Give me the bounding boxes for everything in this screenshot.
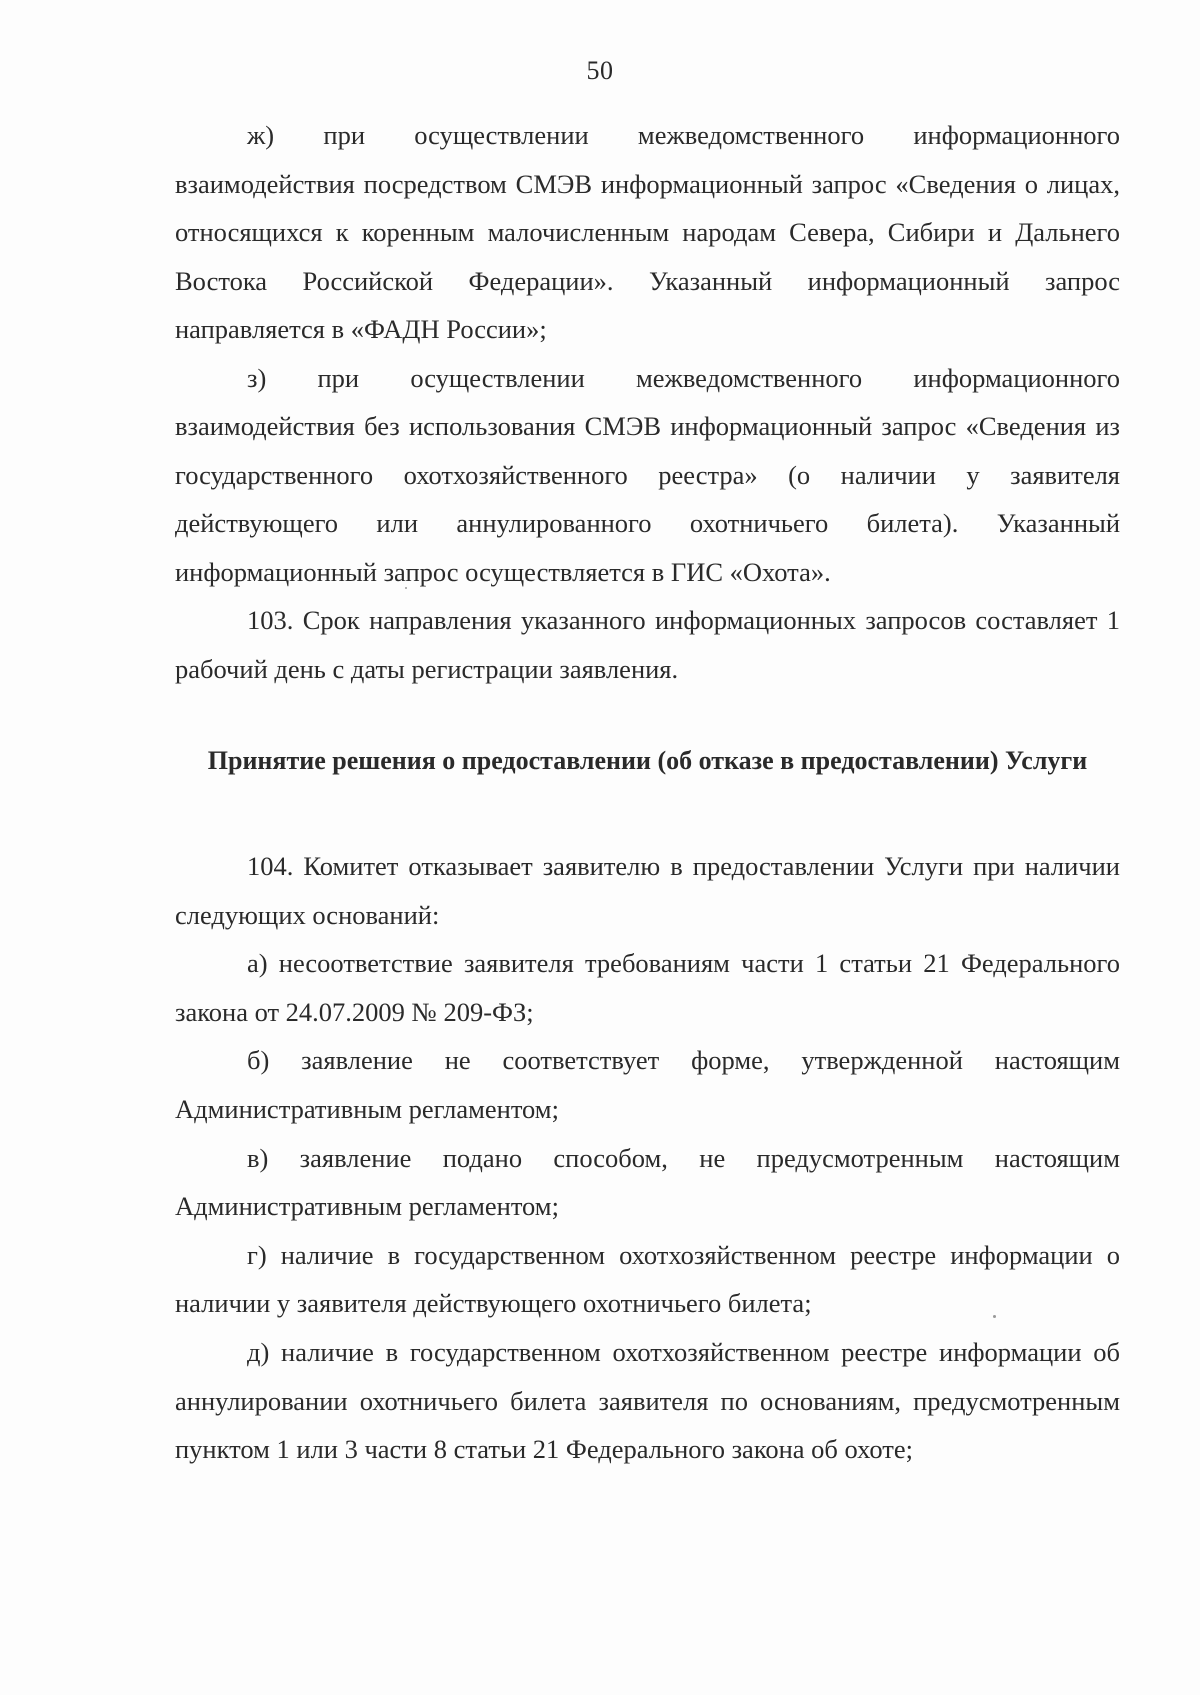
paragraph-a: а) несоответствие заявителя требованиям части 1 статьи 21 Федерального закона от 24.07.2009 № 209-ФЗ; xyxy=(175,948,1120,1027)
paragraph-v: в) заявление подано способом, не предусмотренным настоящим Административным регламентом; xyxy=(175,1142,1120,1222)
section-heading: Принятие решения о предоставлении (об отказе в предоставлении) Услуги xyxy=(207,746,1088,775)
paragraph-d: д) наличие в государственном охотхозяйственном реестре информации об аннулировании охотничьего билета заявителя по основаниям, предусмотренным пунктом 1 или 3 части 8 статьи 21 Федерального закона об охоте; xyxy=(175,1336,1120,1465)
body-text-bottom xyxy=(175,842,1120,1474)
scan-speck xyxy=(405,587,407,589)
page-number: 50 xyxy=(586,56,614,85)
scan-speck xyxy=(993,1315,996,1318)
paragraph-z: з) при осуществлении межведомственного информационного взаимодействия без использования СМЭВ информационный запрос «Сведения из государственного охотхозяйственного реестра» (о наличии у заявителя действующего или аннулированного охотничьего билета). Указанный информационный запрос осуществляется в ГИС «Охота». xyxy=(175,362,1120,587)
paragraph-103: 103. Срок направления указанного информационных запросов составляет 1 рабочий день с даты регистрации заявления. xyxy=(175,605,1120,684)
paragraph-b: б) заявление не соответствует форме, утвержденной настоящим Административным регламентом; xyxy=(175,1045,1120,1124)
body-text-top xyxy=(175,111,1120,693)
paragraph-zh: ж) при осуществлении межведомственного информационного взаимодействия посредством СМЭВ информационный запрос «Сведения о лицах, относящихся к коренным малочисленным народам Севера, Сибири и Дальнего Востока Российской Федерации». Указанный информационный запрос направляется в «ФАДН России»; xyxy=(175,120,1120,344)
paragraph-104: 104. Комитет отказывает заявителю в предоставлении Услуги при наличии следующих оснований: xyxy=(175,851,1120,930)
paragraph-g: г) наличие в государственном охотхозяйственном реестре информации о наличии у заявителя действующего охотничьего билета; xyxy=(175,1239,1120,1319)
